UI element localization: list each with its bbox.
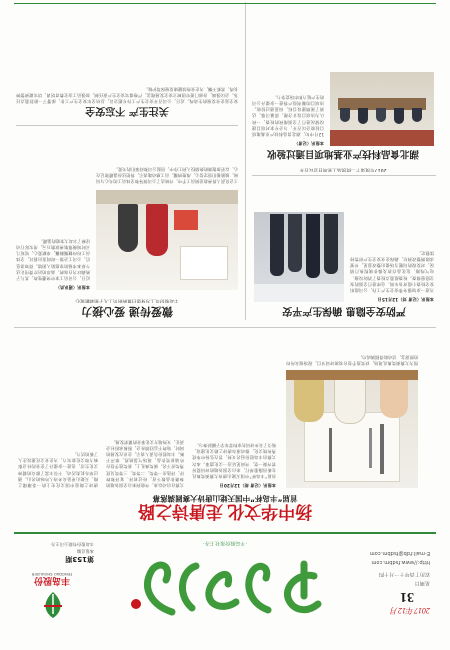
lead-headline: 扬中华文化 走唐诗之路 — [137, 502, 313, 521]
lead-body-a: 首届“丰岛杯”中国天姥山唐诗大赛颁奖典礼在新昌隆重举行，来自全国各地的诗词爱好者齐聚一堂，共同见证这一文化盛事。本次大赛由丰岛股份冠名支持，旨在弘扬中华优秀传统文化，推动浙东唐诗之路文化建设，吸引了众多诗词名家和青年学子踊跃参与。 — [192, 442, 276, 479]
email[interactable]: E-mail:fdb@fsdbm.com — [369, 550, 430, 556]
charity-body: 近日，公司员工家中突遭变故，其儿子被确诊为白血病，高昂的治疗费用让这个原本幸福的家庭陷入困境。得知消息后，公司工会第一时间发出倡议，全体员工纷纷慷慨解囊，奉献爱心，短短几天时间便筹集善款数万元，用实际行动诠释了丰岛大家庭的温暖。 — [16, 238, 90, 281]
lead-photo — [286, 370, 418, 488]
meeting-photo — [330, 72, 434, 146]
concern-headline: 关注生产 不忘安全 — [85, 105, 169, 116]
brush-stroke — [209, 574, 236, 606]
brush-stroke — [148, 565, 172, 612]
brand-name: 丰岛股份 — [34, 575, 71, 585]
lead-body-c: 唐诗之路是中国文化史上的一条璀璨之路，天姥山更是众多诗人吟咏的名山。通过举办此类活动，不仅丰富了群众的精神文化生活，也进一步提升了企业的社会影响力和文化软实力，为企业文化建设注入了新的活力。 — [18, 451, 98, 488]
lead-photo-caption: 图为大赛颁奖典礼现场，获奖选手登台表演诗词节目，现场观众纷纷拍照留念，活动取得圆满成功。 — [286, 354, 418, 366]
charity-byline: 本报讯（通讯员） — [55, 285, 90, 290]
sponsor: 本报总编 — [76, 549, 94, 554]
section-divider — [252, 175, 436, 176]
meeting-subhead: 2017年度第十二批食品工业项目会议召开 — [299, 167, 387, 172]
brush-stroke — [249, 566, 268, 610]
lunar-date: 农历丁酉年十一月十四 — [378, 571, 430, 577]
safety-body: 为进一步加强冬季安全生产工作，公司组织安全检查小组对各车间、仓库进行全面的安全隐患排查。检查组重点检查了消防设施、电气线路、危化品存放及操作规程执行情况，对发现的问题当场提出整改意见，并要求限期整改到位，确保企业安全生产形势持续稳定。 — [350, 250, 434, 293]
meeting-body: 12月中旬，湖北食品科技产业基地项目验收会议召开，与会专家对项目建设情况进行了全面细致的检查，一致认为该项目设计合理、质量可靠，达到了预期建设目标，同意通过验收。该项目的顺利投产将进一步提升公司的生产能力和市场竞争力。 — [252, 94, 324, 137]
slogan: ·丰岛股份报社主办· — [202, 540, 248, 546]
charity-photo — [96, 190, 238, 290]
weekday: 星期日 — [414, 580, 430, 586]
issue-date: 2017年12月 — [390, 606, 430, 615]
meeting-headline: 湖北食品科技产业基地项目通过验收 — [267, 148, 420, 159]
charity-headline: 微爱传递 爱心接力 — [81, 305, 173, 318]
seal-dot — [131, 599, 141, 609]
lead-body-b: 大赛自启动以来，共收到来自全国各地的参赛作品数千首，经过初评、复评和终评，评选出一等奖、二等奖、三等奖及优秀奖若干名。颁奖典礼上，获奖选手登台吟诵获奖作品，现场气氛热烈，掌声不断。丰岛股份负责人表示，企业在发展的同时，始终不忘回馈社会，积极承担社会责任，支持地方文化事业的繁荣发展。 — [106, 439, 184, 488]
safety-photo — [254, 212, 344, 302]
calligraphy-title — [122, 554, 332, 624]
website[interactable]: http://www.fsdbm.com — [371, 559, 430, 565]
issue-number: 第153期 — [65, 555, 94, 563]
footer-rule — [14, 3, 436, 4]
masthead-divider — [14, 533, 436, 535]
concern-body: 安全是企业发展的生命线。近日，公司召开安全生产工作专题会议，总结全年安全生产工作，部署下一阶段重点任务。会议强调，各部门要牢固树立安全发展理念，严格落实安全生产责任制，加强员工安全教育培训，切实做到警钟长鸣、常抓不懈，为企业持续健康发展保驾护航。 — [16, 86, 238, 104]
masthead — [0, 530, 450, 650]
issue-day: 31 — [400, 589, 414, 604]
brush-stroke — [182, 566, 196, 608]
charity-subhead: 丰岛股份员工为身患白血病的员工儿子捐款献爱心 — [75, 298, 179, 303]
safety-byline: 本报讯（记者 刘）12月15日 — [377, 297, 434, 302]
safety-headline: 严防安全隐患 确保生产平安 — [282, 305, 406, 316]
lead-subhead: 首届“丰岛杯”中国天姥山唐诗大赛圆满落幕 — [152, 494, 298, 503]
lead-byline: 本报讯（记者 胡）12月20日 — [219, 483, 276, 488]
section-divider — [16, 125, 238, 126]
sponsor-line: 丰岛股份有限公司主办 — [51, 542, 94, 547]
brand-english: FENGDAO SHOULDER — [31, 572, 73, 576]
meeting-byline: 本报讯（记者） — [293, 141, 324, 146]
column-divider — [245, 2, 246, 320]
charity-body-2: 工会负责人将善款送到员工手中，并转达了公司领导和全体员工的关心与问候，鼓励他们坚定信心，战胜病魔。员工感动地表示，将把这份温暖铭记在心，以更加饱满的热情投入到工作中，回报公司和同事们的关爱。 — [96, 166, 238, 184]
company-logo-icon — [36, 590, 70, 620]
section-divider — [14, 327, 436, 328]
